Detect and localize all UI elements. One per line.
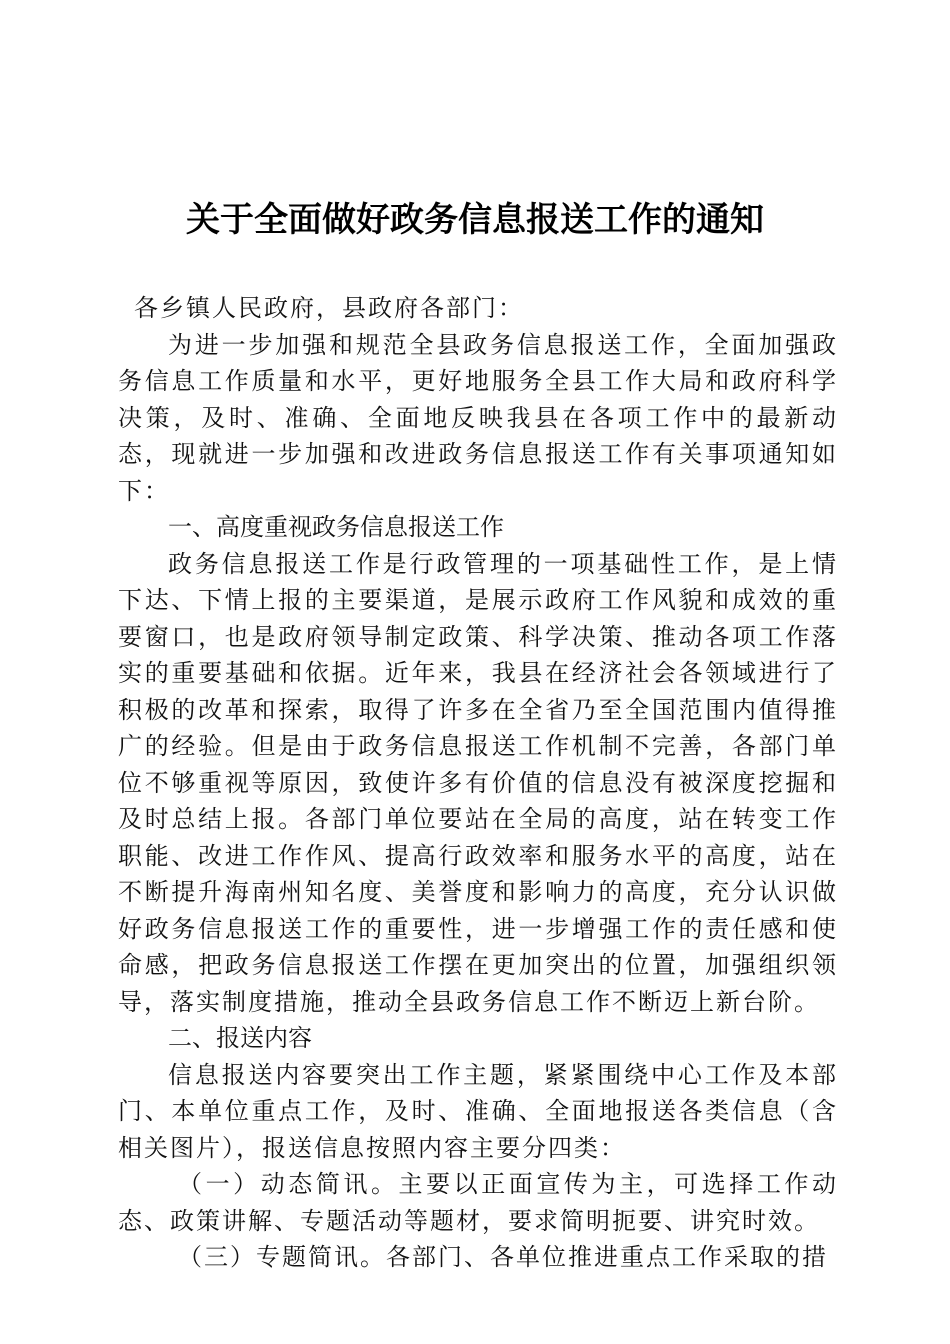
section-heading-2: 二、报送内容 <box>168 1024 312 1052</box>
section-1-paragraph: 政务信息报送工作是行政管理的一项基础性工作，是上情下达、下情上报的主要渠道，是展示政府工作风貌和成效的重要窗口，也是政府领导制定政策、科学决策、推动各项工作落实的重要基础和依据。近年来，我县在经济社会各领域进行了积极的改革和探索，取得了许多在全省乃至全国范围内值得推广的经验。但是由于政务信息报送工作机制不完善，各部门单位不够重视等原因，致使许多有价值的信息没有被深度挖掘和及时总结上报。各部门单位要站在全局的高度，站在转变工作职能、改进工作作风、提高行政效率和服务水平的高度，站在不断提升海南州知名度、美誉度和影响力的高度，充分认识做好政务信息报送工作的重要性，进一步增强工作的责任感和使命感，把政务信息报送工作摆在更加突出的位置，加强组织领导，落实制度措施，推动全县政务信息工作不断迈上新台阶。 <box>118 549 838 1016</box>
list-item-special-news: （三）专题简讯。各部门、各单位推进重点工作采取的措 <box>178 1243 828 1271</box>
document-body <box>118 290 838 1276</box>
intro-paragraph: 为进一步加强和规范全县政务信息报送工作，全面加强政务信息工作质量和水平，更好地服务全县工作大局和政府科学决策，及时、准确、全面地反映我县在各项工作中的最新动态，现就进一步加强和改进政务信息报送工作有关事项通知如下： <box>118 330 838 505</box>
section-heading-1: 一、高度重视政务信息报送工作 <box>168 513 504 541</box>
list-item-dynamic-news: （一）动态简讯。主要以正面宣传为主，可选择工作动态、政策讲解、专题活动等题材，要求简明扼要、讲究时效。 <box>118 1170 838 1235</box>
salutation: 各乡镇人民政府，县政府各部门： <box>134 294 524 322</box>
section-2-paragraph: 信息报送内容要突出工作主题，紧紧围绕中心工作及本部门、本单位重点工作，及时、准确、全面地报送各类信息（含相关图片），报送信息按照内容主要分四类： <box>118 1060 838 1162</box>
document-title: 关于全面做好政务信息报送工作的通知 <box>186 200 764 240</box>
